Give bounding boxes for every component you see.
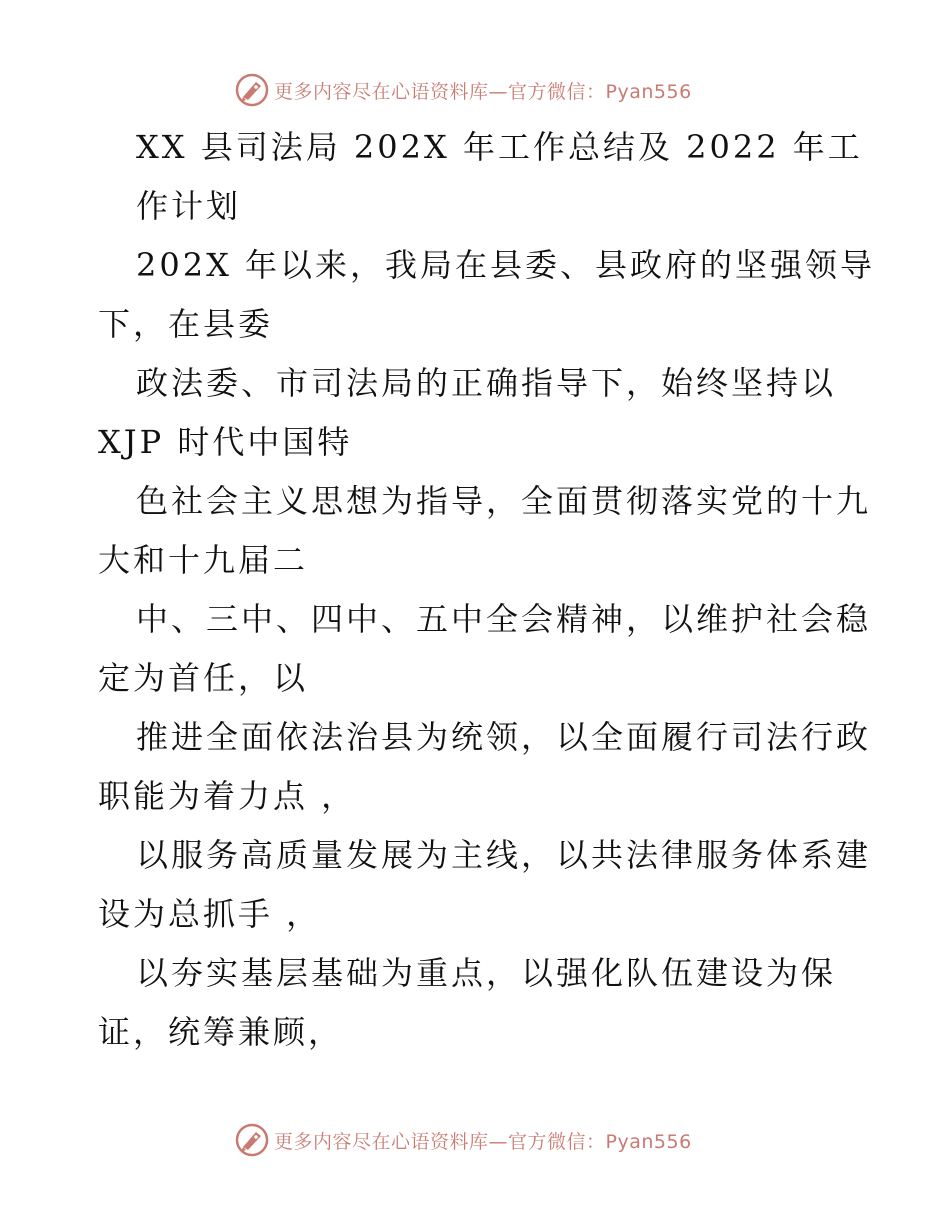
document-body xyxy=(98,118,876,1062)
text-line: 作计划 xyxy=(136,187,242,225)
text-line: 以服务高质量发展为主线，以共法律服务体系建 xyxy=(136,836,872,874)
text-line: 设为总抓手 ， xyxy=(98,895,322,933)
text-line: 202X 年以来，我局在县委、县政府的坚强领导 xyxy=(136,246,876,284)
text-line: 以夯实基层基础为重点，以强化队伍建设为保 xyxy=(136,954,837,992)
text-line: 政法委、市司法局的正确指导下，始终坚持以 xyxy=(136,364,837,402)
text-line: 定为首任，以 xyxy=(98,659,309,697)
pen-nib-logo-icon xyxy=(234,1122,270,1158)
pen-nib-logo-icon xyxy=(234,72,270,108)
text-line: 下，在县委 xyxy=(98,305,274,343)
header-watermark xyxy=(234,70,692,110)
text-line: 色社会主义思想为指导，全面贯彻落实党的十九 xyxy=(136,482,872,520)
text-line: 大和十九届二 xyxy=(98,541,309,579)
text-line: XJP 时代中国特 xyxy=(98,423,353,461)
footer-watermark xyxy=(234,1120,692,1160)
text-line: XX 县司法局 202X 年工作总结及 2022 年工 xyxy=(136,128,863,166)
text-line: 职能为着力点 ， xyxy=(98,777,357,815)
watermark-text: 更多内容尽在心语资料库—官方微信：Pyan556 xyxy=(274,80,692,103)
text-line: 推进全面依法治县为统领，以全面履行司法行政 xyxy=(136,718,872,756)
text-line: 证，统筹兼顾， xyxy=(98,1013,344,1051)
text-line: 中、三中、四中、五中全会精神，以维护社会稳 xyxy=(136,600,872,638)
watermark-text: 更多内容尽在心语资料库—官方微信：Pyan556 xyxy=(274,1130,692,1153)
